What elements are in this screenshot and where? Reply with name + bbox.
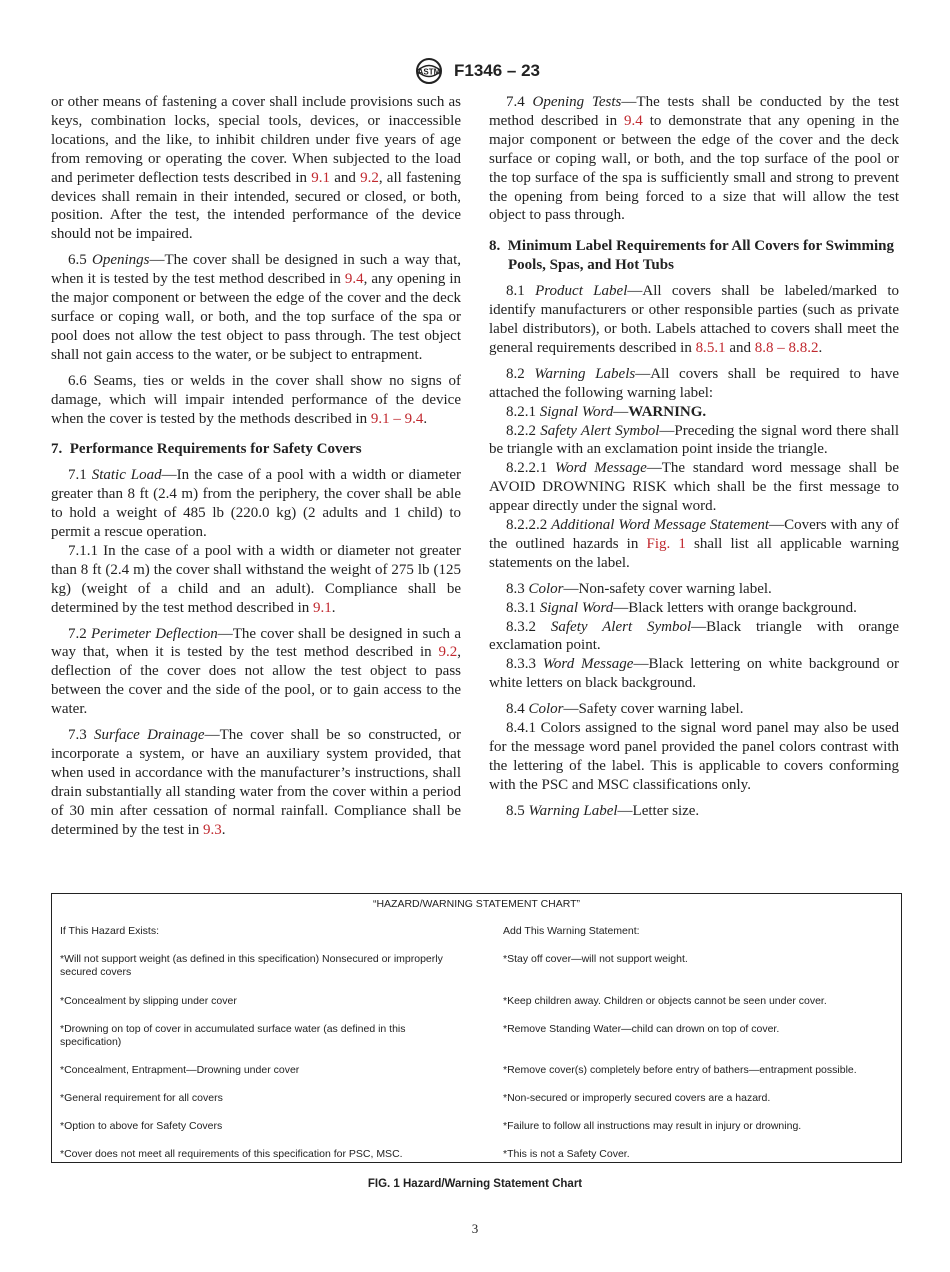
- warning-cell: *Failure to follow all instructions may result in injury or drowning.: [503, 1120, 802, 1132]
- ref-9-1-9-4[interactable]: 9.1 – 9.4: [370, 410, 424, 427]
- para-8-3: 8.3 Color—Non-safety cover warning label.: [506, 580, 772, 597]
- hazard-cell: *Option to above for Safety Covers: [60, 1120, 223, 1132]
- para-8-3-3: 8.3.3 Word Message—Black lettering on white background or white letters on black background.: [489, 656, 899, 692]
- heading-section-8: 8. Minimum Label Requirements for All Covers for Swimming Pools, Spas, and Hot Tubs: [489, 238, 894, 274]
- para-8-5: 8.5 Warning Label—Letter size.: [506, 802, 700, 819]
- ref-9-3[interactable]: 9.3: [203, 821, 222, 838]
- para-7-4: 7.4 Opening Tests—The tests shall be conducted by the test method described in 9.4 to demonstrate that any opening in the major component or between the edge of the cover and the deck surface or coping wall, or both, and the top surface of the pool or the top surface of the spa is sufficiently small and strong to prevent the opening from being forced to a size that will allow the test object to pass through.: [489, 94, 900, 224]
- para-7-1-1: 7.1.1 In the case of a pool with a width or diameter not greater than 8 ft (2.4 m) the cover shall withstand the weight of 275 lb (125 kg) (weight of a child and an adult). Compliance shall be determined by the test method described in 9.1.: [51, 542, 461, 616]
- col-header-warning: Add This Warning Statement:: [503, 925, 640, 937]
- ref-9-1[interactable]: 9.1: [311, 169, 330, 186]
- para-6-6: 6.6 Seams, ties or welds in the cover shall show no signs of damage, which will impair intended performance of the device when the cover is tested by the methods described in 9.1 – 9.4.: [51, 372, 461, 427]
- para-7-3: 7.3 Surface Drainage—The cover shall be so constructed, or incorporate a system, or have an auxiliary system provided, that when used in accordance with the manufacturer’s instructions, shall drain substantially all standing water from the cover within a period of 30 min after cessation of normal rainfall. Compliance shall be determined by the test in 9.3.: [51, 727, 461, 838]
- para-8-3-1: 8.3.1 Signal Word—Black letters with orange background.: [506, 599, 857, 616]
- ref-9-2[interactable]: 9.2: [438, 644, 458, 661]
- hazard-cell: *Drowning on top of cover in accumulated surface water (as defined in this specification): [60, 1023, 406, 1048]
- hazard-cell: *Will not support weight (as defined in this specification) Nonsecured or improperly secured covers: [60, 953, 443, 978]
- left-column: [51, 93, 461, 847]
- ref-fig-1[interactable]: Fig. 1: [646, 535, 686, 552]
- heading-section-7: 7. Performance Requirements for Safety Covers: [51, 441, 362, 458]
- para-8-2-2-1: 8.2.2.1 Word Message—The standard word message shall be AVOID DROWNING RISK which shall be the first message to appear directly under the signal word.: [489, 460, 899, 515]
- page-number: 3: [471, 1221, 479, 1236]
- hazard-warning-chart: [51, 893, 902, 1163]
- warning-cell: *Keep children away. Children or objects cannot be seen under cover.: [503, 995, 827, 1007]
- warning-cell: *Remove Standing Water—child can drown on top of cover.: [503, 1023, 780, 1035]
- hazard-cell: *Cover does not meet all requirements of this specification for PSC, MSC.: [60, 1148, 403, 1160]
- col-header-hazard: If This Hazard Exists:: [60, 925, 160, 937]
- ref-9-2[interactable]: 9.2: [360, 169, 379, 186]
- astm-logo-icon: [410, 58, 448, 84]
- chart-title: “HAZARD/WARNING STATEMENT CHART”: [372, 898, 581, 910]
- para-8-1: 8.1 Product Label—All covers shall be labeled/marked to identify manufacturers or other responsible parties (such as private label distributors), or both. Labels attached to covers shall meet the general requirements described in 8.5.1 and 8.8 – 8.8.2.: [489, 283, 899, 356]
- para-8-4-1: 8.4.1 Colors assigned to the signal word panel may also be used for the message word panel provided the panel colors contrast with the lettering of the label. This is applicable to covers conforming with the PSC and MSC classifications only.: [489, 720, 899, 793]
- standard-designation: F1346 – 23: [453, 61, 540, 80]
- ref-8-5-1[interactable]: 8.5.1: [695, 339, 726, 356]
- para-fastening: or other means of fastening a cover shall include provisions such as keys, combination locks, special tools, devices, or inaccessible locations, and the like, to inhibit children under five years of age from removing or operating the cover. When subjected to the load and perimeter deflection tests described in 9.1 and 9.2, all fastening devices shall remain in their intended, secured or closed, or both, position. After the test, the intended performance of the device should not be impaired.: [51, 94, 461, 243]
- para-8-2-1: 8.2.1 Signal Word—WARNING.: [506, 403, 707, 420]
- page-header: [0, 56, 950, 86]
- warning-cell: *Stay off cover—will not support weight.: [503, 953, 688, 965]
- hazard-cell: *Concealment, Entrapment—Drowning under cover: [60, 1064, 300, 1076]
- para-8-2: 8.2 Warning Labels—All covers shall be required to have attached the following warning label:: [489, 365, 899, 401]
- para-8-2-2: 8.2.2 Safety Alert Symbol—Preceding the signal word there shall be triangle with an exclamation point inside the triangle.: [489, 422, 899, 458]
- ref-9-4[interactable]: 9.4: [624, 112, 643, 129]
- warning-cell: *Non-secured or improperly secured covers are a hazard.: [503, 1092, 771, 1104]
- warning-cell: *This is not a Safety Cover.: [503, 1148, 630, 1160]
- ref-9-4[interactable]: 9.4: [344, 271, 364, 288]
- hazard-cell: *General requirement for all covers: [60, 1092, 223, 1104]
- warning-cell: *Remove cover(s) completely before entry of bathers—entrapment possible.: [503, 1064, 857, 1076]
- para-8-3-2: 8.3.2 Safety Alert Symbol—Black triangle with orange exclamation point.: [489, 618, 900, 654]
- para-7-1: 7.1 Static Load—In the case of a pool with a width or diameter greater than 8 ft (2.4 m) from the periphery, the cover shall be able to hold a weight of 485 lb (220.0 kg) (2 adults and 1 child) to permit a rescue operation.: [51, 467, 461, 541]
- para-7-2: 7.2 Perimeter Deflection—The cover shall be designed in such a way that, when it is tested by the test method described in 9.2, deflection of the cover does not allow the test object to pass between the cover and the side of the pool, or to gain access to the water.: [51, 625, 461, 718]
- para-6-5: 6.5 Openings—The cover shall be designed in such a way that, when it is tested by the test method described in 9.4, any opening in the major component or between the edge of the cover and the deck surface or coping wall, or both, and the top surface of the spa or pool does not allow the test object to pass through. The test object shall not gain access to the water, or be subject to entrapment.: [51, 252, 462, 363]
- logo-text: ASTM: [417, 67, 441, 77]
- para-8-4: 8.4 Color—Safety cover warning label.: [506, 701, 744, 718]
- right-column: [489, 93, 899, 828]
- ref-8-8-8-8-2[interactable]: 8.8 – 8.8.2: [754, 339, 819, 356]
- para-8-2-2-2: 8.2.2.2 Additional Word Message Statement—Covers with any of the outlined hazards in Fig. 1 shall list all applicable warning statements on the label.: [489, 517, 900, 571]
- hazard-cell: *Concealment by slipping under cover: [60, 995, 237, 1007]
- ref-9-1[interactable]: 9.1: [313, 599, 332, 616]
- figure-caption: FIG. 1 Hazard/Warning Statement Chart: [367, 1178, 583, 1190]
